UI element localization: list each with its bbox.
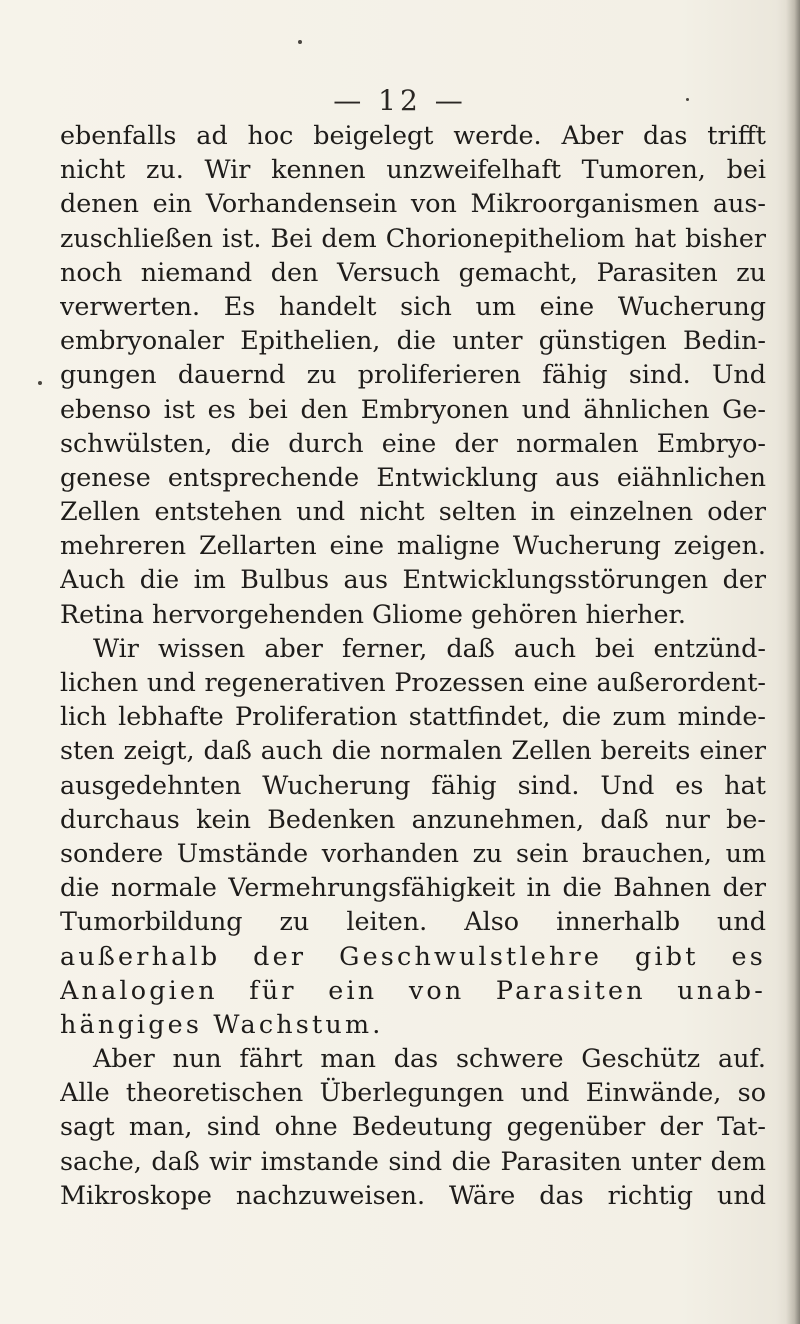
paragraph-start-line: Aber nun fährt man das schwere Geschütz auf.: [93, 1043, 766, 1074]
emphasized-text-line: außerhalb der Geschwulstlehre gibt es: [60, 940, 766, 971]
text-line: die normale Vermehrungsfähigkeit in die Bahnen der: [60, 872, 766, 903]
text-line: Zellen entstehen und nicht selten in einzelnen oder: [60, 496, 766, 527]
text-line: zuschließen ist. Bei dem Chorionepitheliom hat bisher: [60, 222, 766, 253]
text-line: verwerten. Es handelt sich um eine Wucherung: [60, 290, 766, 321]
ink-speck: [298, 40, 302, 44]
text-line: ausgedehnten Wucherung fähig sind. Und es hat: [60, 769, 766, 800]
text-line: lich lebhafte Proliferation stattfindet, die zum minde-: [60, 701, 766, 732]
text-line: Alle theoretischen Überlegungen und Einwände, so: [60, 1077, 766, 1108]
text-line: sagt man, sind ohne Bedeutung gegenüber der Tat-: [60, 1111, 766, 1142]
text-line: durchaus kein Bedenken anzunehmen, daß nur be-: [60, 803, 766, 834]
text-line: gungen dauernd zu proliferieren fähig sind. Und: [60, 359, 766, 390]
text-line: sache, daß wir imstande sind die Parasiten unter dem: [60, 1145, 766, 1176]
text-line: noch niemand den Versuch gemacht, Parasiten zu: [60, 256, 766, 287]
text-line: lichen und regenerativen Prozessen eine außerordent-: [60, 667, 766, 697]
body-text: [60, 118, 766, 1212]
emphasized-text-line: Analogien für ein von Parasiten unab-: [60, 974, 766, 1005]
text-line: sondere Umstände vorhanden zu sein brauchen, um: [60, 837, 766, 868]
text-line: ebenfalls ad hoc beigelegt werde. Aber das trifft: [60, 120, 766, 150]
text-line: mehreren Zellarten eine maligne Wucherung zeigen.: [60, 530, 766, 561]
text-line: Auch die im Bulbus aus Entwicklungsstörungen der: [60, 564, 766, 595]
text-line: denen ein Vorhandensein von Mikroorganismen aus-: [60, 188, 766, 219]
paragraph-end-line: Retina hervorgehenden Gliome gehören hierher.: [60, 598, 686, 629]
text-line: embryonaler Epithelien, die unter günstigen Bedin-: [60, 325, 766, 356]
page-number: — 12 —: [333, 84, 467, 117]
text-line: Mikroskope nachzuweisen. Wäre das richtig und: [60, 1179, 766, 1210]
text-line: Tumorbildung zu leiten. Also innerhalb und: [60, 906, 766, 937]
page-edge-shadow: [786, 0, 800, 1324]
text-line: sten zeigt, daß auch die normalen Zellen bereits einer: [60, 735, 766, 766]
text-line: nicht zu. Wir kennen unzweifelhaft Tumoren, bei: [60, 154, 766, 185]
text-line: genese entsprechende Entwicklung aus eiähnlichen: [60, 461, 766, 492]
emphasized-paragraph-end-line: hängiges Wachstum.: [60, 1008, 384, 1039]
paragraph-start-line: Wir wissen aber ferner, daß auch bei entzünd-: [93, 632, 766, 663]
text-line: ebenso ist es bei den Embryonen und ähnlichen Ge-: [60, 393, 766, 424]
ink-speck: [38, 381, 42, 385]
text-line: schwülsten, die durch eine der normalen Embryo-: [60, 427, 766, 458]
